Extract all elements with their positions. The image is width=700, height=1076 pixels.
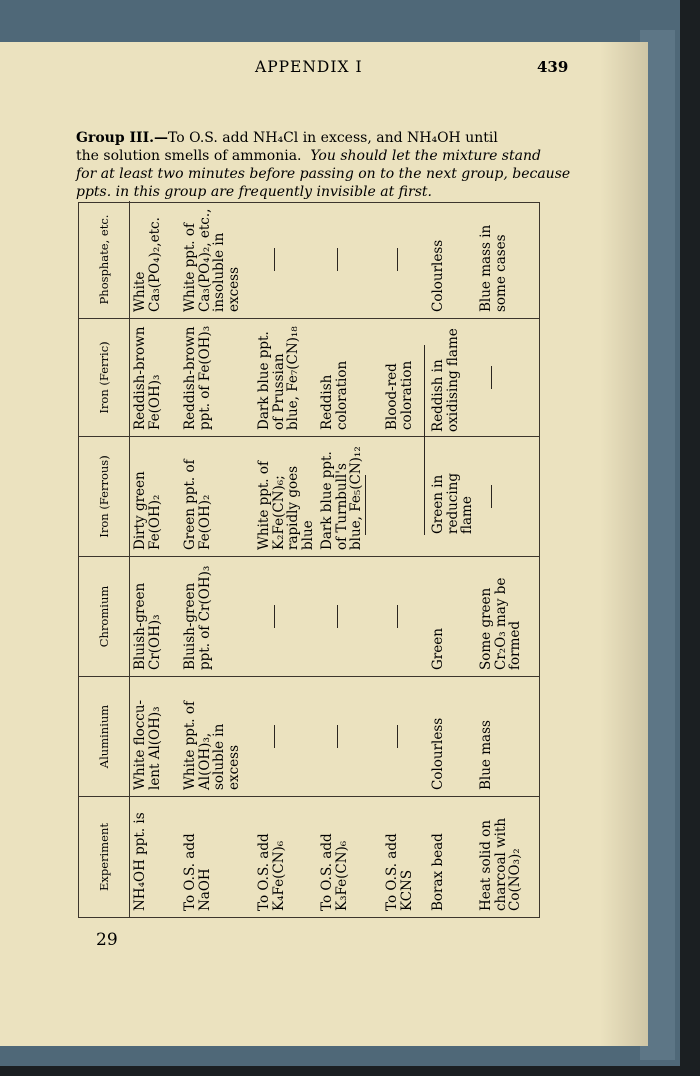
group-label: Group III. (76, 130, 155, 146)
cell-chromium: Some green Cr₂O₃ may be formed (478, 577, 523, 670)
empty-dash (337, 725, 338, 749)
intro-line-2 (76, 148, 541, 166)
cell-iron-ferrous: White ppt. of K₂Fe(CN)₆; rapidly goes blue (256, 460, 316, 550)
empty-dash (274, 605, 275, 629)
cell-aluminium: Blue mass (478, 720, 494, 790)
cell-iron-ferrous: Dirty green Fe(OH)₂ (132, 471, 163, 550)
column-phosphate (79, 201, 539, 319)
column-iron-ferrous (79, 437, 539, 557)
header-aluminium: Aluminium (79, 677, 130, 796)
intro-line-3-text: for at least two minutes before passing on to the next group, because (76, 166, 571, 182)
column-experiment (79, 797, 539, 917)
cell-phosphate: Colourless (430, 239, 446, 312)
signature-mark: 29 (96, 930, 118, 950)
cell-iron-ferric: Dark blue ppt. of Prussian blue, Fe₇(CN)₁₈ (256, 326, 301, 430)
cell-phosphate: White ppt. of Ca₃(PO₄)₂, etc., insoluble in excess (182, 208, 242, 312)
cell-iron-ferric: Blood-red coloration (384, 360, 415, 430)
header-chromium: Chromium (79, 557, 130, 676)
empty-dash (337, 248, 338, 271)
cell-iron-ferrous: Green ppt. of Fe(OH)₂ (182, 459, 213, 550)
cell-phosphate: White Ca₃(PO₄)₂,etc. (132, 217, 163, 312)
cell-experiment: NH₄OH ppt. is (132, 812, 148, 911)
column-iron-ferric (79, 319, 539, 437)
cell-chromium: Bluish-green ppt. of Cr(OH)₃ (182, 565, 213, 670)
empty-dash (337, 605, 338, 629)
intro-line-4 (76, 184, 432, 202)
cell-experiment: To O.S. add KCNS (384, 833, 415, 911)
cell-experiment: Heat solid on charcoal with Co(NO₃)₂ (478, 817, 523, 911)
cell-aluminium: White ppt. of Al(OH)₃, soluble in excess (182, 700, 242, 790)
cell-aluminium: Colourless (430, 717, 446, 790)
cell-phosphate: Blue mass in some cases (478, 224, 509, 312)
cell-iron-ferrous-bead: Green in reducing flame (430, 473, 475, 534)
group-dash: — (154, 130, 169, 146)
cell-experiment: To O.S. add K₄Fe(CN)₆ (256, 833, 287, 911)
empty-dash (491, 366, 492, 389)
intro-line-3 (76, 166, 570, 184)
intro-line-2-italic: You should let the mixture stand (310, 148, 541, 164)
cell-iron-ferric: Reddish-brown ppt. of Fe(OH)₃ (182, 325, 213, 430)
page-number: 439 (537, 58, 569, 76)
cell-chromium: Green (430, 628, 446, 670)
column-aluminium (79, 677, 539, 797)
empty-dash (397, 248, 398, 271)
rotated-table-wrapper (78, 202, 540, 918)
header-iron-ferrous: Iron (Ferrous) (79, 437, 130, 556)
running-head: APPENDIX I (255, 58, 363, 76)
cell-experiment: To O.S. add K₃Fe(CN)₆ (319, 833, 350, 911)
header-phosphate: Phosphate, etc. (79, 201, 130, 318)
empty-dash (397, 605, 398, 629)
intro-line-1-text: To O.S. add NH₄Cl in excess, and NH₄OH until (168, 130, 498, 146)
cell-iron-ferrous: Dark blue ppt. of Turnbull's blue, Fe₅(CN)₁₂ (319, 446, 364, 550)
page-shadow (600, 42, 648, 1046)
empty-dash (491, 485, 492, 509)
empty-dash (274, 725, 275, 749)
intro-line-2-text: the solution smells of ammonia. (76, 148, 302, 164)
cell-experiment: To O.S. add NaOH (182, 833, 213, 911)
cell-iron-ferric-bead: Reddish in oxidising flame (430, 328, 461, 432)
cell-aluminium: White floccu-lent Al(OH)₃ (132, 699, 163, 790)
brace-line (424, 345, 425, 535)
intro-line-1 (76, 130, 498, 148)
cell-experiment: Borax bead (430, 833, 446, 911)
cell-iron-ferric: Reddish coloration (319, 360, 350, 430)
intro-line-4-text: ppts. in this group are frequently invisible at first. (76, 184, 432, 200)
reaction-table (78, 202, 540, 918)
empty-dash (274, 248, 275, 271)
header-iron-ferric: Iron (Ferric) (79, 319, 130, 436)
empty-dash (397, 725, 398, 749)
column-chromium (79, 557, 539, 677)
underline-rule (365, 475, 366, 535)
header-experiment: Experiment (79, 797, 130, 917)
cell-chromium: Bluish-green Cr(OH)₃ (132, 582, 163, 670)
cell-iron-ferric: Reddish-brown Fe(OH)₃ (132, 326, 163, 430)
